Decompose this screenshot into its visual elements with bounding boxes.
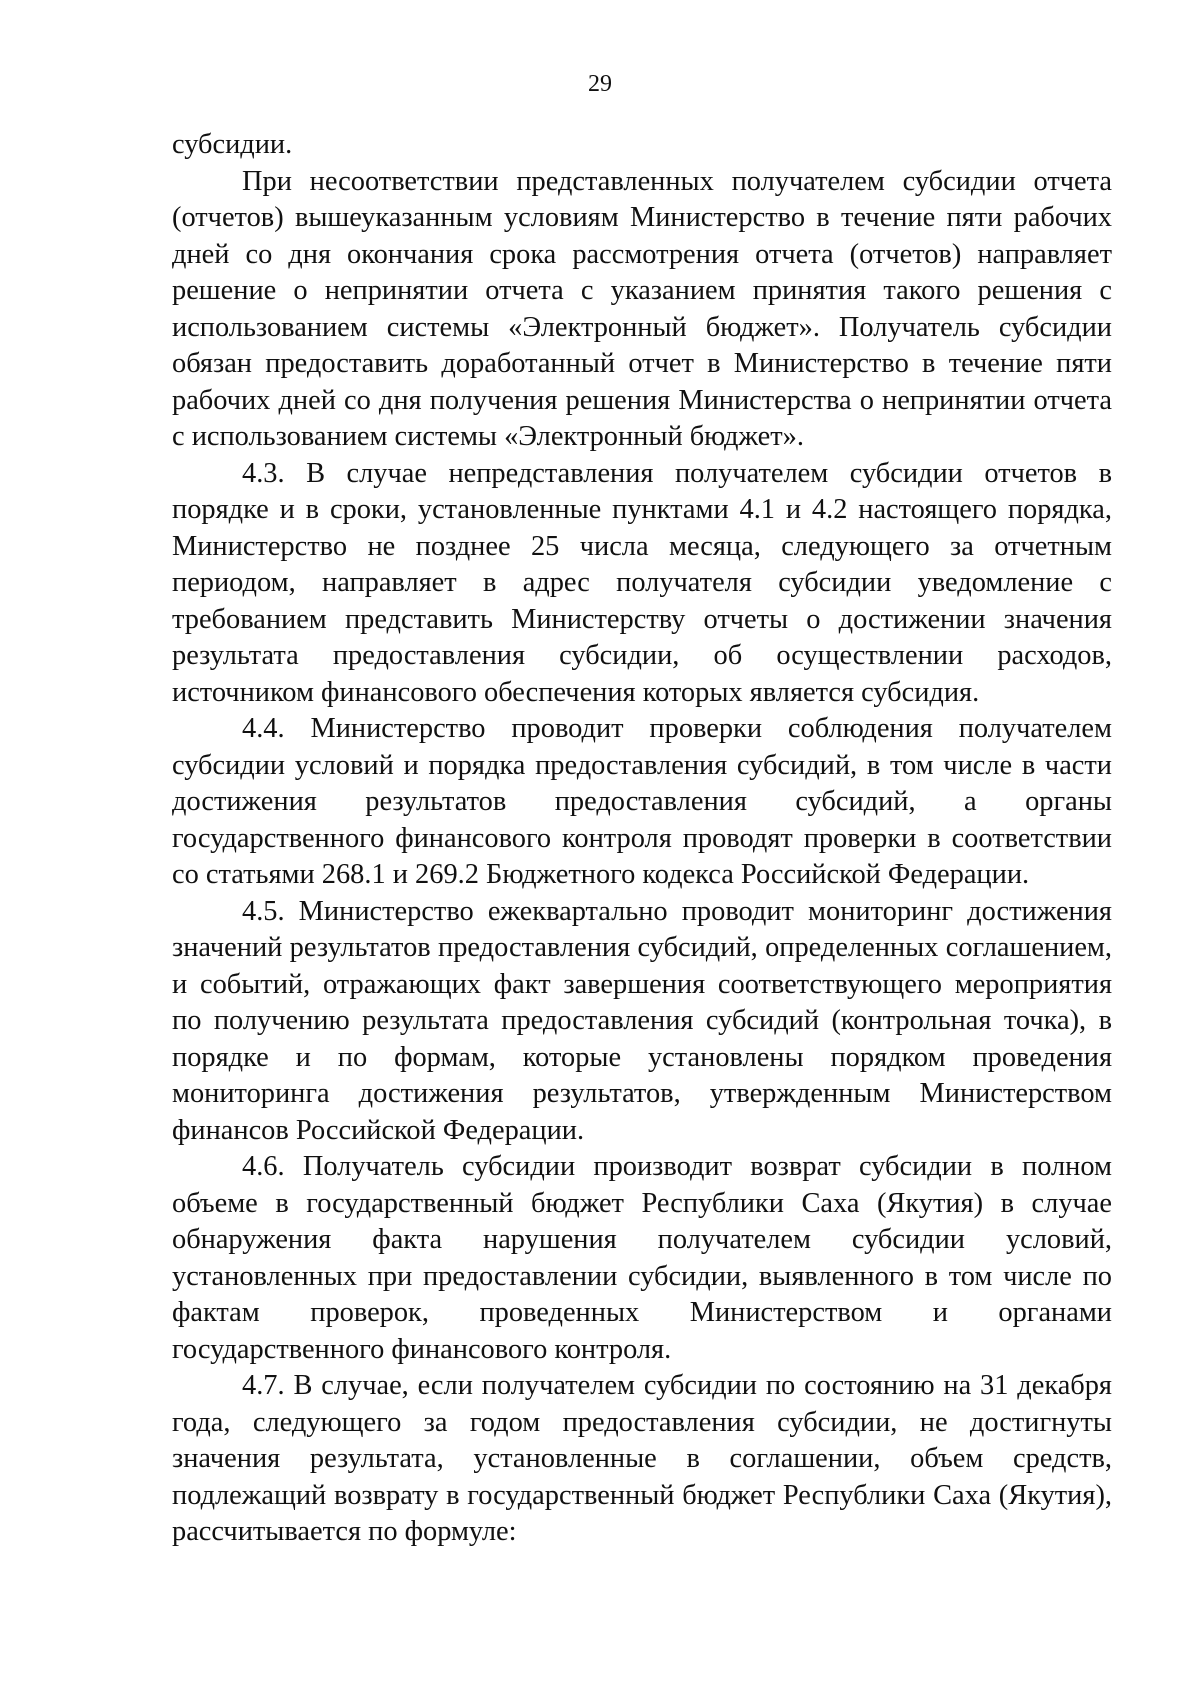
paragraph-4-7: 4.7. В случае, если получателем субсидии по состоянию на 31 декабря года, следующего за годом предоставления субсидии, не достигнуты значения результата, установленные в соглашении, объем средств, подлежащий возврату в государственный бюджет Республики Саха (Якутия), рассчитывается по формуле: bbox=[172, 1370, 1112, 1547]
document-body bbox=[172, 127, 1112, 1551]
paragraph-report-noncompliance: При несоответствии представленных получателем субсидии отчета (отчетов) вышеуказанным условиям Министерство в течение пяти рабочих дней со дня окончания срока рассмотрения отчета (отчетов) направляет решение о непринятии отчета с указанием принятия такого решения с использованием системы «Электронный бюджет». Получатель субсидии обязан предоставить доработанный отчет в Министерство в течение пяти рабочих дней со дня получения решения Министерства о непринятии отчета с использованием системы «Электронный бюджет». bbox=[172, 165, 1112, 452]
paragraph-4-3: 4.3. В случае непредставления получателем субсидии отчетов в порядке и в сроки, установленные пунктами 4.1 и 4.2 настоящего порядка, Министерство не позднее 25 числа месяца, следующего за отчетным периодом, направляет в адрес получателя субсидии уведомление с требованием представить Министерству отчеты о достижении значения результата предоставления субсидии, об осуществлении расходов, источником финансового обеспечения которых является субсидия. bbox=[172, 457, 1112, 708]
paragraph-4-6: 4.6. Получатель субсидии производит возврат субсидии в полном объеме в государственный бюджет Республики Саха (Якутия) в случае обнаружения факта нарушения получателем субсидии условий, установленных при предоставлении субсидии, выявленного в том числе по фактам проверок, проведенных Министерством и органами государственного финансового контроля. bbox=[172, 1151, 1112, 1365]
paragraph-4-5: 4.5. Министерство ежеквартально проводит мониторинг достижения значений результатов предоставления субсидий, определенных соглашением, и событий, отражающих факт завершения соответствующего мероприятия по получению результата предоставления субсидий (контрольная точка), в порядке и по формам, которые установлены порядком проведения мониторинга достижения результатов, утвержденным Министерством финансов Российской Федерации. bbox=[172, 895, 1112, 1146]
paragraph-4-4: 4.4. Министерство проводит проверки соблюдения получателем субсидии условий и порядка предоставления субсидий, в том числе в части достижения результатов предоставления субсидий, а органы государственного финансового контроля проводят проверки в соответствии со статьями 268.1 и 269.2 Бюджетного кодекса Российской Федерации. bbox=[172, 713, 1112, 890]
paragraph-continuation: субсидии. bbox=[172, 129, 293, 160]
page-number: 29 bbox=[588, 71, 612, 97]
